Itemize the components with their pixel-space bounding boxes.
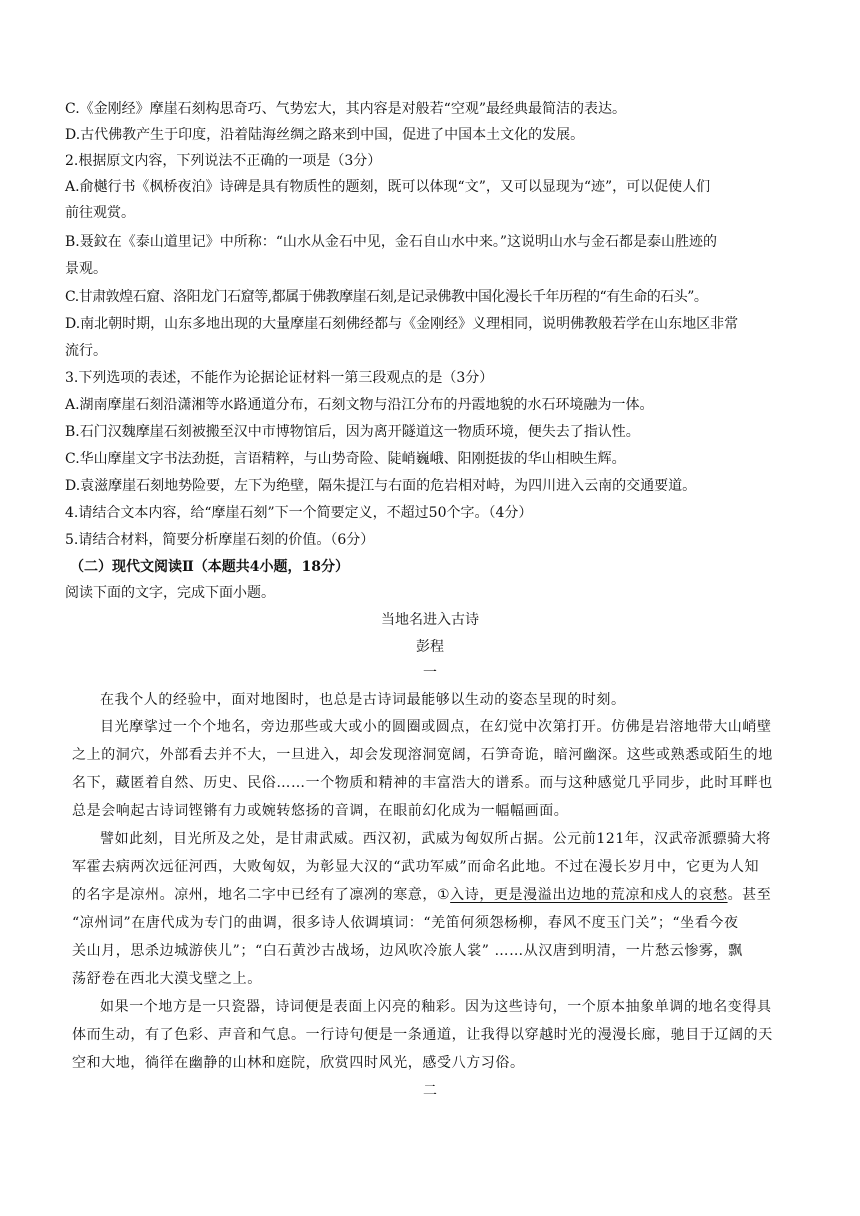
article-paragraph-1: 在我个人的经验中，面对地图时，也总是古诗词最能够以生动的姿态呈现的时刻。 bbox=[100, 692, 626, 708]
article-paragraph-4-line1: 如果一个地方是一只瓷器，诗词便是表面上闪亮的釉彩。因为这些诗句，一个原本抽象单调的地名变得具 bbox=[100, 999, 772, 1015]
q2-option-b-line2: 景观。 bbox=[65, 261, 107, 277]
q3-stem: 3.下列选项的表述，不能作为论据论证材料一第三段观点的是（3分） bbox=[65, 370, 494, 386]
article-paragraph-2-line2: 之上的洞穴，外部看去并不大，一旦进入，却会发现溶洞宽阔，石笋奇诡，暗河幽深。这些或熟悉或陌生的地 bbox=[72, 747, 773, 763]
q3-option-a: A.湖南摩崖石刻沿潇湘等水路通道分布，石刻文物与沿江分布的丹霞地貌的水石环境融为一体。 bbox=[65, 397, 654, 413]
q2-option-b-line1: B.聂鈫在《泰山道里记》中所称：“山水从金石中见，金石自山水中来。”这说明山水与金石都是泰山胜迹的 bbox=[65, 234, 718, 250]
article-paragraph-3-line2: 军霍去病两次远征河西，大败匈奴，为彰显大汉的“武功军威”而命名此地。不过在漫长岁月中，它更为人知 bbox=[72, 859, 760, 875]
article-paragraph-3-line5: 关山月，思杀边城游侠儿”；“白石黄沙古战场，边风吹冷旅人裳” ……从汉唐到明清，一片愁云惨雾，飘 bbox=[72, 943, 743, 959]
q2-option-d-line2: 流行。 bbox=[65, 343, 107, 359]
article-paragraph-3-line4: “凉州词”在唐代成为专门的曲调，很多诗人依调填词：“羌笛何须怨杨柳，春风不度玉门关”；“坐看今夜 bbox=[72, 915, 739, 931]
circled-number-one-marker: ① bbox=[437, 887, 451, 903]
article-paragraph-2-line3: 名下，藏匿着自然、历史、民俗……一个物质和精神的丰富浩大的谱系。而与这种感觉几乎同步，此时耳畔也 bbox=[72, 775, 773, 791]
paragraph-3-text-before-mark: 的名字是凉州。凉州，地名二字中已经有了凛冽的寒意， bbox=[72, 887, 437, 903]
article-paragraph-3-line3 bbox=[72, 885, 771, 905]
q2-option-d-line1: D.南北朝时期，山东多地出现的大量摩崖石刻佛经都与《金刚经》义理相同，说明佛教般若学在山东地区非常 bbox=[65, 316, 739, 332]
article-title: 当地名进入古诗 bbox=[381, 612, 479, 628]
q5-prompt: 5.请结合材料，简要分析摩崖石刻的价值。（6分） bbox=[65, 532, 375, 548]
article-author: 彭程 bbox=[416, 639, 444, 655]
article-paragraph-4-line3: 空和大地，徜徉在幽静的山林和庭院，欣赏四时风光，感受八方习俗。 bbox=[72, 1055, 525, 1071]
q3-option-b: B.石门汉魏摩崖石刻被搬至汉中市博物馆后，因为离开隧道这一物质环境，便失去了指认性。 bbox=[65, 424, 640, 440]
article-paragraph-3-line6: 荡舒卷在西北大漠戈壁之上。 bbox=[72, 971, 262, 987]
article-paragraph-2-line1: 目光摩挲过一个个地名，旁边那些或大或小的圆圈或圆点，在幻觉中次第打开。仿佛是岩溶地带大山峭壁 bbox=[100, 719, 772, 735]
q1-option-c: C.《金刚经》摩崖石刻构思奇巧、气势宏大，其内容是对般若“空观”最经典最简洁的表达。 bbox=[65, 101, 626, 117]
q2-stem: 2.根据原文内容，下列说法不正确的一项是（3分） bbox=[65, 153, 382, 169]
q4-prompt: 4.请结合文本内容，给“摩崖石刻”下一个简要定义，不超过50个字。（4分） bbox=[65, 505, 533, 521]
reading-instruction: 阅读下面的文字，完成下面小题。 bbox=[65, 585, 275, 601]
section-number-one: 一 bbox=[423, 665, 437, 681]
article-paragraph-3-line1: 譬如此刻，目光所及之处，是甘肃武威。西汉初，武威为匈奴所占据。公元前121年，汉武帝派骠骑大将 bbox=[100, 831, 771, 847]
q2-option-c: C.甘肃敦煌石窟、洛阳龙门石窟等,都属于佛教摩崖石刻,是记录佛教中国化漫长千年历程的“有生命的石头”。 bbox=[65, 289, 708, 305]
paragraph-3-text-after-underline: 。甚至 bbox=[727, 887, 772, 903]
q3-option-d: D.袁滋摩崖石刻地势险要，左下为绝壁，隔朱提江与右面的危岩相对峙，为四川进入云南的交通要道。 bbox=[65, 478, 697, 494]
q2-option-a-line2: 前往观赏。 bbox=[65, 205, 135, 221]
article-paragraph-4-line2: 体而生动，有了色彩、声音和气息。一行诗句便是一条通道，让我得以穿越时光的漫漫长廊，驰目于辽阔的天 bbox=[72, 1027, 773, 1043]
q1-option-d: D.古代佛教产生于印度，沿着陆海丝绸之路来到中国，促进了中国本土文化的发展。 bbox=[65, 127, 585, 143]
article-paragraph-2-line4: 总是会响起古诗词铿锵有力或婉转悠扬的音调，在眼前幻化成为一幅幅画面。 bbox=[72, 803, 569, 819]
q3-option-c: C.华山摩崖文字书法劲挺，言语精粹，与山势奇险、陡峭巍峨、阳刚挺拔的华山相映生辉。 bbox=[65, 451, 626, 467]
q2-option-a-line1: A.俞樾行书《枫桥夜泊》诗碑是具有物质性的题刻，既可以体现“文”，又可以显现为“迹”，可以促使人们 bbox=[65, 179, 711, 195]
section-number-two: 二 bbox=[423, 1083, 437, 1099]
underlined-sentence-one: 入诗，更是漫溢出边地的荒凉和戍人的哀愁 bbox=[450, 887, 728, 903]
section-heading: （二）现代文阅读Ⅱ（本题共4小题，18分） bbox=[70, 559, 350, 575]
